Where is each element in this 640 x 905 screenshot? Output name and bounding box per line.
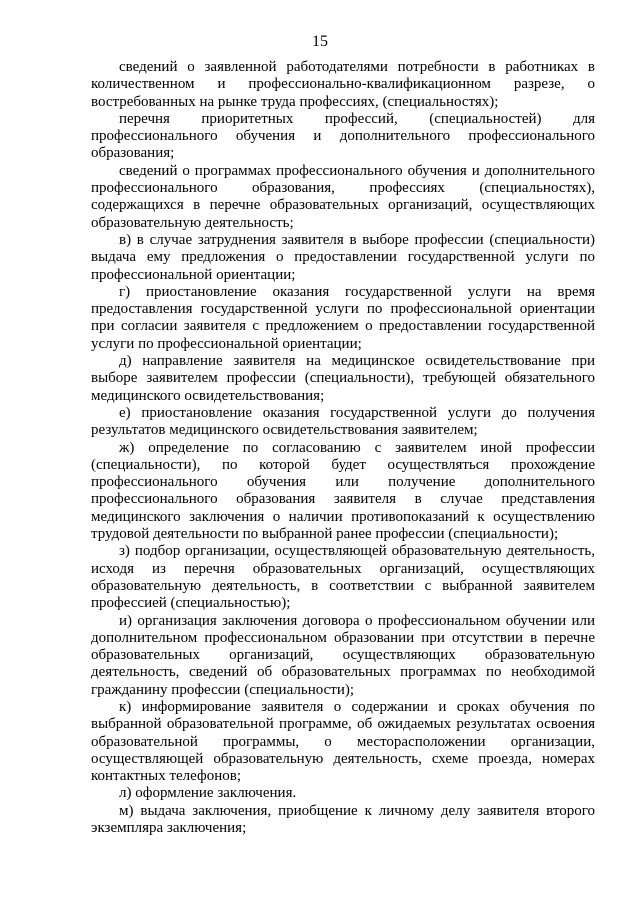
paragraph-item-e: е) приостановление оказания государственной услуги до получения результатов медицинского освидетельствования заявителем; xyxy=(91,404,595,439)
paragraph-item-zh: ж) определение по согласованию с заявителем иной профессии (специальности), по которой будет осуществляться прохождение профессионального обучения или получение дополнительного профессионального образования заявителя в случае представления медицинского заключения о наличии противопоказаний к осуществлению трудовой деятельности по выбранной ранее профессии (специальности); xyxy=(91,439,595,543)
paragraph-item-l: л) оформление заключения. xyxy=(119,785,297,802)
paragraph-item-g: г) приостановление оказания государственной услуги на время предоставления государственной услуги по профессиональной ориентации при согласии заявителя с предложением о предоставлении государственной услуги по профессиональной ориентации; xyxy=(91,283,595,352)
paragraph-item-k: к) информирование заявителя о содержании и сроках обучения по выбранной образовательной программе, об ожидаемых результатах освоения образовательной программы, о месторасположении организации, осуществляющей образовательную деятельность, схеме проезда, номерах контактных телефонов; xyxy=(91,698,595,785)
paragraph-item-i: и) организация заключения договора о профессиональном обучении или дополнительном профессиональном образовании при отсутствии в перечне образовательных организаций, осуществляющих образовательную деятельность, сведений об образовательных программах по необходимой гражданину профессии (специальности); xyxy=(91,612,595,698)
paragraph-item-m: м) выдача заключения, приобщение к личному делу заявителя второго экземпляра заключения; xyxy=(91,802,595,837)
paragraph-item-d: д) направление заявителя на медицинское освидетельствование при выборе заявителем профессии (специальности), требующей обязательного медицинского освидетельствования; xyxy=(91,353,595,404)
paragraph-vacancy-demand-info: сведений о заявленной работодателями потребности в работниках в количественном и профессионально-квалификационном разрезе, о востребованных на рынке труда профессиях, (специальностях); xyxy=(91,59,595,110)
paragraph-item-z: з) подбор организации, осуществляющей образовательную деятельность, исходя из перечня образовательных организаций, осуществляющих образовательную деятельность, в соответствии с выбранной заявителем профессией (специальностью); xyxy=(91,543,595,612)
paragraph-priority-professions-list: перечня приоритетных профессий, (специальностей) для профессионального обучения и дополнительного профессионального образования; xyxy=(91,110,595,162)
paragraph-training-programs-info: сведений о программах профессионального обучения и дополнительного профессионального образования, профессиях (специальностях), содержащихся в перечне образовательных организаций, осуществляющих образовательную деятельность; xyxy=(91,162,595,231)
page-number: 15 xyxy=(312,33,328,50)
paragraph-item-v: в) в случае затруднения заявителя в выборе профессии (специальности) выдача ему предложения о предоставлении государственной услуги по профессиональной ориентации; xyxy=(91,231,595,283)
document-body xyxy=(91,59,595,837)
